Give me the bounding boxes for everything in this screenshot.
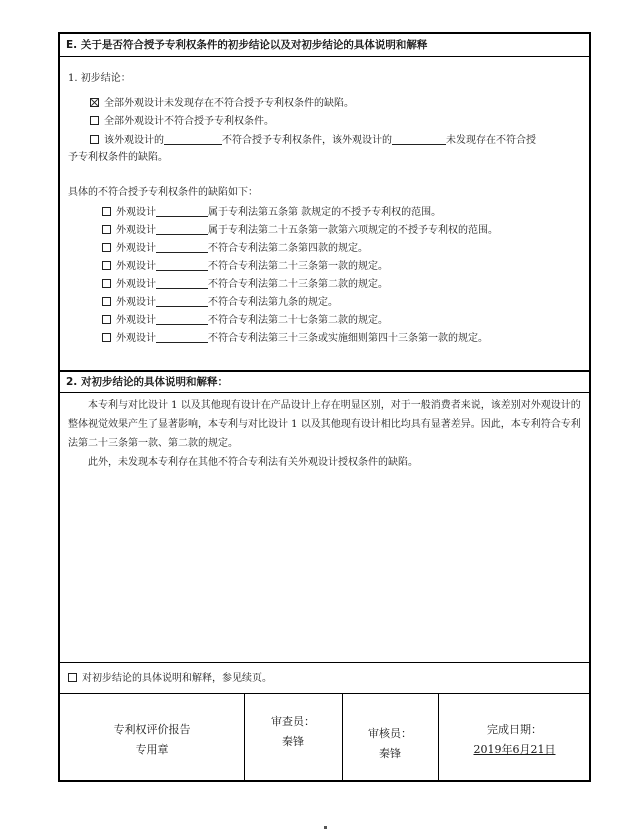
defect-item[interactable] [102,259,388,274]
option-partial-line2: 予专利权条件的缺陷。 [68,152,168,163]
checkbox-icon[interactable] [102,297,111,306]
continuation-option[interactable] [68,672,272,686]
defect-item[interactable] [102,331,488,346]
defect-item[interactable] [102,295,338,310]
evaluation-report-form [58,32,591,782]
date-cell [438,720,591,760]
defect-item[interactable] [102,241,368,256]
defect-item[interactable] [102,223,498,238]
defect-text: 属于专利法第五条第 款规定的不授予专利权的范围。 [208,207,442,218]
reviewer-label: 审核员： [368,727,412,740]
checkbox-icon[interactable] [102,207,111,216]
checkbox-icon[interactable] [68,673,77,682]
defect-text: 不符合专利法第二十三条第一款的规定。 [208,261,388,272]
partial-blank-2[interactable] [392,133,446,145]
defect-item[interactable] [102,205,441,220]
row-divider [60,693,589,694]
reviewer-cell [342,724,438,764]
defect-blank[interactable] [156,331,208,343]
examiner-name: 秦锋 [282,735,304,748]
option-no-defect[interactable] [90,97,354,111]
explanation-paragraph: 本专利与对比设计 1 以及其他现有设计在产品设计上存在明显区别，对于一般消费者来说，该差别对外观设计的整体视觉效果产生了显著影响，本专利与对比设计 1 以及其他现有设计相比均具有显著差异。因此，本专利符合专利法第二十三条第一款、第二款的规定。 [68,400,581,449]
checkbox-icon[interactable] [90,135,99,144]
section-2-header: 2. 对初步结论的具体说明和解释： [60,372,589,393]
option-partial-part1: 该外观设计的 [104,135,164,146]
defect-blank[interactable] [156,259,208,271]
defect-prefix: 外观设计 [116,243,156,254]
page-mark [324,826,327,829]
seal-cell [60,720,244,760]
defect-text: 不符合专利法第二十七条第二款的规定。 [208,315,388,326]
checkbox-icon[interactable] [102,261,111,270]
defect-blank[interactable] [156,241,208,253]
defect-prefix: 外观设计 [116,297,156,308]
defect-blank[interactable] [156,313,208,325]
section-e-header: E. 关于是否符合授予专利权条件的初步结论以及对初步结论的具体说明和解释 [60,34,589,57]
defect-prefix: 外观设计 [116,225,156,236]
defect-blank[interactable] [156,295,208,307]
continuation-label: 对初步结论的具体说明和解释，参见续页。 [82,673,272,684]
checkbox-checked-icon[interactable] [90,98,99,107]
option-partial-part2: 不符合授予专利权条件，该外观设计的 [222,135,392,146]
checkbox-icon[interactable] [102,279,111,288]
option-partial[interactable] [90,133,536,148]
option-no-defect-label: 全部外观设计未发现存在不符合授予专利权条件的缺陷。 [104,98,354,109]
examiner-cell [244,712,342,752]
seal-title: 专利权评价报告 [113,723,191,736]
defect-blank[interactable] [156,223,208,235]
defect-text: 不符合专利法第二十三条第二款的规定。 [208,279,388,290]
reviewer-name: 秦锋 [379,747,401,760]
defect-blank[interactable] [156,205,208,217]
checkbox-icon[interactable] [90,116,99,125]
option-all-defect[interactable] [90,115,274,129]
defect-text: 不符合专利法第九条的规定。 [208,297,338,308]
checkbox-icon[interactable] [102,315,111,324]
defect-prefix: 外观设计 [116,207,156,218]
checkbox-icon[interactable] [102,243,111,252]
defect-text: 不符合专利法第三十三条或实施细则第四十三条第一款的规定。 [208,333,488,344]
option-partial-part3: 未发现存在不符合授 [446,135,536,146]
defect-item[interactable] [102,313,388,328]
checkbox-icon[interactable] [102,225,111,234]
defect-prefix: 外观设计 [116,315,156,326]
defect-prefix: 外观设计 [116,279,156,290]
defect-prefix: 外观设计 [116,333,156,344]
row-divider [60,662,589,663]
defect-prefix: 外观设计 [116,261,156,272]
examiner-label: 审查员： [271,715,315,728]
conclusion-title: 1. 初步结论： [68,73,131,84]
option-all-defect-label: 全部外观设计不符合授予专利权条件。 [104,116,274,127]
defect-text: 属于专利法第二十五条第一款第六项规定的不授予专利权的范围。 [208,225,498,236]
checkbox-icon[interactable] [102,333,111,342]
date-label: 完成日期： [487,723,542,736]
date-value: 2019年6月21日 [473,743,556,756]
defect-text: 不符合专利法第二条第四款的规定。 [208,243,368,254]
defect-item[interactable] [102,277,388,292]
seal-subtitle: 专用章 [135,743,169,756]
partial-blank-1[interactable] [164,133,222,145]
defect-blank[interactable] [156,277,208,289]
defects-title: 具体的不符合授予专利权条件的缺陷如下： [68,187,258,198]
explanation-paragraph-2: 此外，未发现本专利存在其他不符合专利法有关外观设计授权条件的缺陷。 [88,457,418,468]
